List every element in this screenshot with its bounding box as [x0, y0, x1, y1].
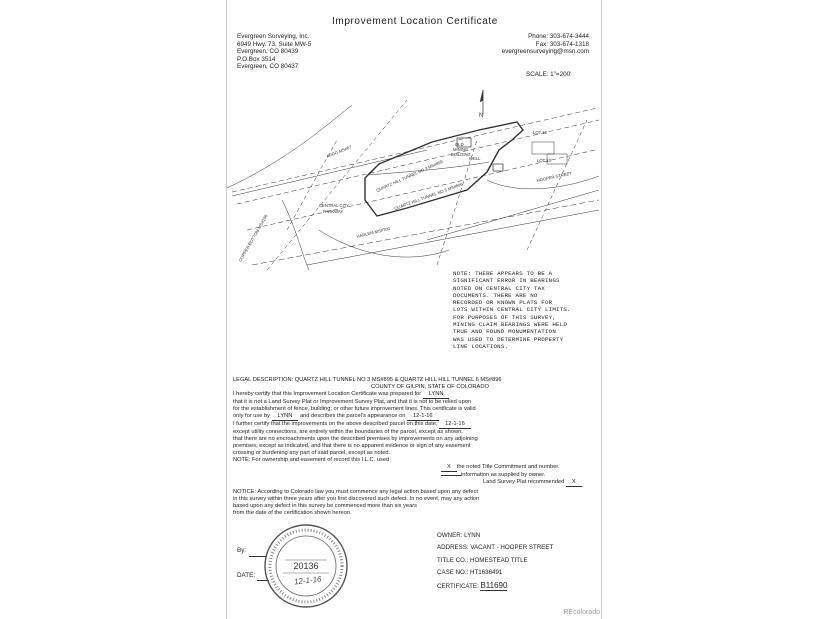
company-line: Evergreen, CO 80437	[237, 63, 299, 71]
appearance-date: 12-1-16	[407, 413, 439, 421]
company-line: Evergreen Surveying, Inc.	[237, 33, 310, 40]
case-number: CASE NO.: HT1636491	[437, 569, 503, 577]
cert-line: except utility connections, are entirely within the boundaries of the parcel, except as shown,	[233, 429, 463, 435]
surveyor-seal	[263, 523, 349, 609]
contact-block	[502, 33, 589, 56]
plat-line: Land Survey Plat recommended X	[233, 479, 597, 487]
note-line: FOR PURPOSES OF THIS SURVEY,	[453, 313, 557, 321]
option-line: information as supplied by owner.	[233, 472, 597, 479]
cert-line: I further certify that the improvements on the above described parcel on this date, 12-1-16	[233, 421, 597, 429]
cert-line: that there are no encroachments upon the described premises by improvements on any adjoining	[233, 436, 478, 442]
note-line: LINE LOCATIONS.	[453, 342, 509, 350]
cert-line: premises, except as indicated, and that there is no apparent evidence or sign of any easement	[233, 443, 471, 449]
title-commitment-check: X	[441, 464, 457, 472]
cert-line: that it is not a Land Survey Plat or Improvement Survey Plat, and that it is not to be relied upon	[233, 399, 472, 405]
signature-by-label: By:	[237, 547, 247, 554]
cert-line: NOTE: For ownership and easement of record this I.L.C. used	[233, 457, 390, 463]
note-line: MINING CLAIM BEARINGS WERE HELD	[453, 321, 568, 329]
map-label-hooper: HOOPER STREET	[536, 170, 573, 183]
note-line: SIGNIFICANT ERROR IN BEARINGS	[453, 277, 560, 285]
map-label-building: BUILDING	[451, 152, 471, 157]
note-line: RECORDED OR KNOWN PLATS FOR	[453, 299, 553, 307]
north-arrow-label: N	[479, 113, 484, 119]
cert-line: crossing or burdening any part of said parcel, except as noted.	[233, 450, 391, 456]
use-by: LYNN	[272, 413, 299, 421]
note-line: NOTED ON CENTRAL CITY TAX	[453, 284, 545, 292]
map-label-tunnel6: QUARTZ HILL TUNNEL NO 6 MS#896	[393, 181, 464, 211]
company-line: 6949 Hwy. 73, Suite MW-5	[237, 40, 312, 48]
map-label-building: MINING	[453, 147, 469, 152]
owner-info-check	[441, 475, 461, 476]
certificate-page	[226, 0, 602, 619]
map-label-lot13: LOT 13	[537, 158, 551, 163]
company-line: P.O.Box 3514	[237, 55, 276, 63]
seal-number: 20136	[293, 561, 319, 571]
company-block	[237, 33, 311, 71]
owner-name: OWNER: LYNN	[437, 532, 481, 539]
plat-check: X	[566, 479, 582, 487]
owner-block	[437, 530, 553, 593]
notice-line: in this survey within three years after you first discovered such defect. In no event, may any action	[233, 496, 480, 502]
note-line: NOTE: THERE APPEARS TO BE A	[453, 270, 553, 277]
map-label-harlem: HARLEM MS#700	[356, 225, 391, 239]
parcel-date: 12-1-16	[439, 421, 471, 429]
legal-heading: LEGAL DESCRIPTION: QUARTZ HILL TUNNEL NO 3 MS#895 & QUARTZ HILL HILL TUNNEL 6 MS#896	[233, 377, 502, 383]
certificate-line: CERTIFICATE: B11690	[437, 580, 508, 590]
owner-address: ADDRESS: VACANT - HOOPER STREET	[437, 544, 554, 552]
map-label-building: OLD	[455, 142, 464, 147]
notice-line: based upon any defect in this survey be commenced more than six years	[233, 503, 417, 509]
option-line: X the noted Title Commitment and number.	[233, 464, 597, 472]
map-label-parkway: CENTRAL CITY	[319, 203, 350, 208]
scale-label: SCALE: 1"=200'	[526, 71, 572, 78]
certificate-number: B11690	[480, 580, 508, 590]
watermark: REcolorado	[563, 609, 600, 616]
email: evergreensurveying@msn.com	[501, 48, 589, 56]
cert-line: only for use by LYNN and describes the parcel's appearance on 12-1-16	[233, 413, 597, 421]
fax: Fax: 303-674-1318	[535, 40, 589, 48]
note-line: WAS USED TO DETERMINE PROPERTY	[453, 335, 564, 343]
note-line: LOTS WITHIN CENTRAL CITY LIMITS.	[453, 306, 571, 314]
county-line: COUNTY OF GILPIN, STATE OF COLORADO	[371, 384, 489, 390]
document-title: Improvement Location Certificate	[332, 16, 498, 27]
notice-line: NOTICE: According to Colorado law you must commence any legal action based upon any defect	[233, 489, 479, 495]
signature-date-label: DATE:	[237, 572, 256, 579]
map-label-argo: ARGO MS#67	[325, 144, 353, 159]
note-line: DOCUMENTS. THERE ARE NO	[453, 291, 538, 299]
prepared-for: LYNN	[423, 391, 450, 399]
note-line: TRUE AND FOUND MONUMENTATION	[453, 328, 557, 336]
map-label-lot12: LOT 12	[533, 130, 547, 135]
survey-note	[453, 270, 571, 350]
site-map	[227, 80, 603, 270]
seal-date: 12-1-16	[293, 574, 322, 587]
company-line: Evergreen, CO 80439	[237, 48, 299, 56]
cert-line: for the establishment of fence, building, or other future improvement lines. This certificate is valid	[233, 406, 476, 412]
map-label-tunnel3: QUARTZ HILL TUNNEL NO 3 MS#895	[375, 158, 444, 193]
map-label-copper-bottom: COPPER BOTTOM MS#106	[237, 213, 269, 263]
title-company: TITLE CO.: HOMESTEAD TITLE	[437, 556, 528, 564]
map-label-parkway-2: PARKWAY	[323, 209, 344, 214]
cert-line: I hereby certify that this Improvement Location Certificate was prepared for LYNN	[233, 391, 597, 399]
legal-description	[233, 377, 597, 517]
phone: Phone: 303-674-3444	[528, 33, 589, 40]
map-label-well: WELL	[469, 156, 481, 161]
notice-line: from the date of the certification shown hereon.	[233, 510, 352, 516]
